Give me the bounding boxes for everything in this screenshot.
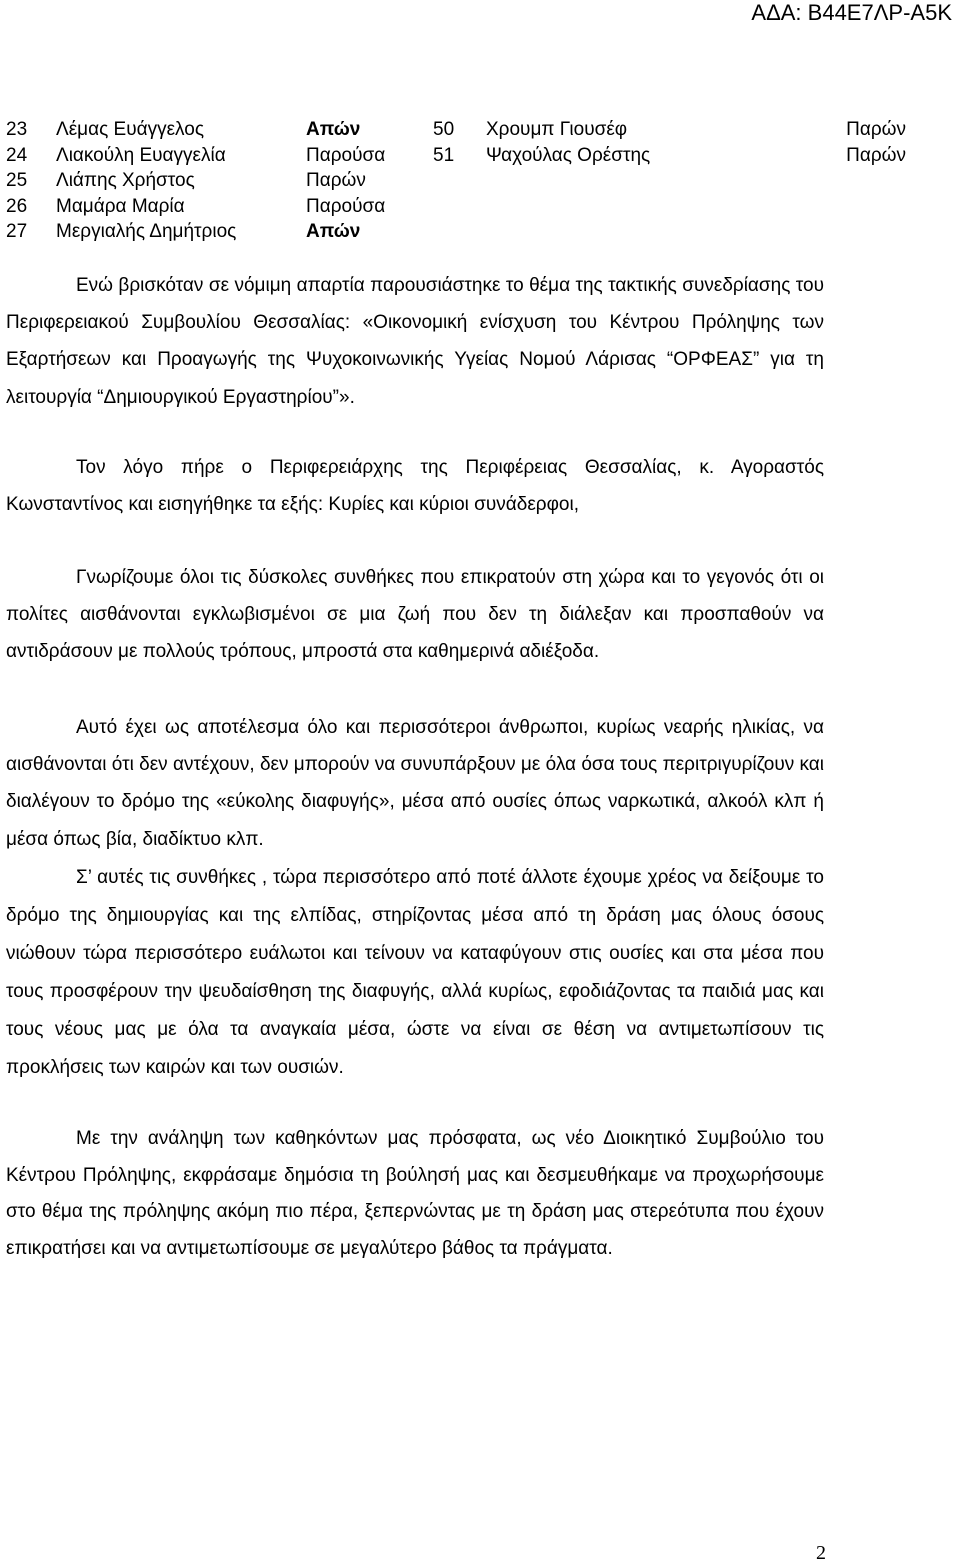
member-number: 27: [6, 221, 28, 242]
member-name: Χρουμπ Γιουσέφ: [486, 119, 628, 140]
member-status: Απών: [306, 119, 361, 140]
member-name: Λέμας Ευάγγελος: [56, 119, 204, 140]
attendance-row: [6, 117, 906, 143]
paragraph-speaker: Τον λόγο πήρε ο Περιφερειάρχης της Περιφέρειας Θεσσαλίας, κ. Αγοραστός Κωνσταντίνος και εισηγήθηκε τα εξής: Κυρίες και κύριοι συνάδερφοι,: [6, 457, 824, 516]
member-name: Λιακούλη Ευαγγελία: [56, 144, 226, 166]
member-number: 24: [6, 144, 28, 166]
member-status: Απών: [306, 221, 361, 242]
member-name: Λιάπης Χρήστος: [56, 170, 195, 191]
paragraph-body: Με την ανάληψη των καθηκόντων μας πρόσφατα, ως νέο Διοικητικό Συμβούλιο του Κέντρου Πρόληψης, εκφράσαμε δημόσια τη βούλησή μας και δεσμευθήκαμε να προχωρήσουμε στο θέμα της πρόληψης ακόμη πιο πέρα, ξεπερνώντας με τη δράση μας στερεότυπα που έχουν επικρατήσει και να αντιμετωπίσουμε σε μεγαλύτερο βάθος τα πράγματα.: [6, 1128, 824, 1259]
attendance-list: [6, 117, 906, 245]
member-number: 26: [6, 195, 28, 217]
member-status: Παρών: [846, 144, 906, 166]
page-number: 2: [816, 1542, 826, 1564]
ada-code: ΑΔΑ: Β44Ε7ΛΡ-Α5Κ: [751, 0, 952, 25]
member-number: 50: [433, 119, 455, 140]
attendance-row: [6, 168, 906, 194]
member-status: Παρών: [306, 170, 366, 191]
member-name: Ψαχούλας Ορέστης: [486, 144, 651, 166]
member-name: Μαμάρα Μαρία: [56, 195, 185, 217]
member-number: 51: [433, 144, 455, 166]
attendance-row: [6, 194, 906, 220]
paragraph-body: Σ’ αυτές τις συνθήκες , τώρα περισσότερο από ποτέ άλλοτε έχουμε χρέος να δείξουμε το δρόμο της δημιουργίας και της ελπίδας, στηρίζοντας μέσα από τη δράση μας όλους όσους νιώθουν τώρα περισσότερο ευάλωτοι και τείνουν να καταφύγουν στις ουσίες και στα μέσα που τους προσφέρουν την ψευδαίσθηση της διαφυγής, αλλά κυρίως, εφοδιάζοντας τα παιδιά μας και τους νέους μας με όλα τα αναγκαία μέσα, ώστε να είναι σε θέση να αντιμετωπίσουν τις προκλήσεις των καιρών και των ουσιών.: [6, 867, 824, 1078]
member-status: Παρών: [846, 119, 906, 140]
attendance-row: [6, 219, 906, 245]
member-number: 23: [6, 119, 28, 140]
paragraph-body: Γνωρίζουμε όλοι τις δύσκολες συνθήκες που επικρατούν στη χώρα και το γεγονός ότι οι πολίτες αισθάνονται εγκλωβισμένοι σε μια ζωή που δεν τη διάλεξαν και προσπαθούν να αντιδράσουν με πολλούς τρόπους, μπροστά στα καθημερινά αδιέξοδα.: [6, 567, 824, 663]
paragraph-body: Αυτό έχει ως αποτέλεσμα όλο και περισσότεροι άνθρωποι, κυρίως νεαρής ηλικίας, να αισθάνονται ότι δεν αντέχουν, δεν μπορούν να συνυπάρξουν με όλα όσα τους περιτριγυρίζουν και διαλέγουν το δρόμο της «εύκολης διαφυγής», μέσα από ουσίες όπως ναρκωτικά, αλκοόλ κλπ ή μέσα όπως βία, διαδίκτυο κλπ.: [6, 717, 824, 850]
member-status: Παρούσα: [306, 144, 386, 166]
member-number: 25: [6, 170, 28, 191]
attendance-row: [6, 143, 906, 169]
member-name: Μεργιαλής Δημήτριος: [56, 221, 237, 242]
paragraph-topic: Ενώ βρισκόταν σε νόμιμη απαρτία παρουσιάστηκε το θέμα της τακτικής συνεδρίασης του Περιφερειακού Συμβουλίου Θεσσαλίας: «Οικονομική ενίσχυση του Κέντρου Πρόληψης των Εξαρτήσεων και Προαγωγής της Ψυχοκοινωνικής Υγείας Νομού Λάρισας “ΟΡΦΕΑΣ” για τη λειτουργία “Δημιουργικού Εργαστηρίου”».: [6, 275, 824, 408]
member-status: Παρούσα: [306, 195, 386, 217]
